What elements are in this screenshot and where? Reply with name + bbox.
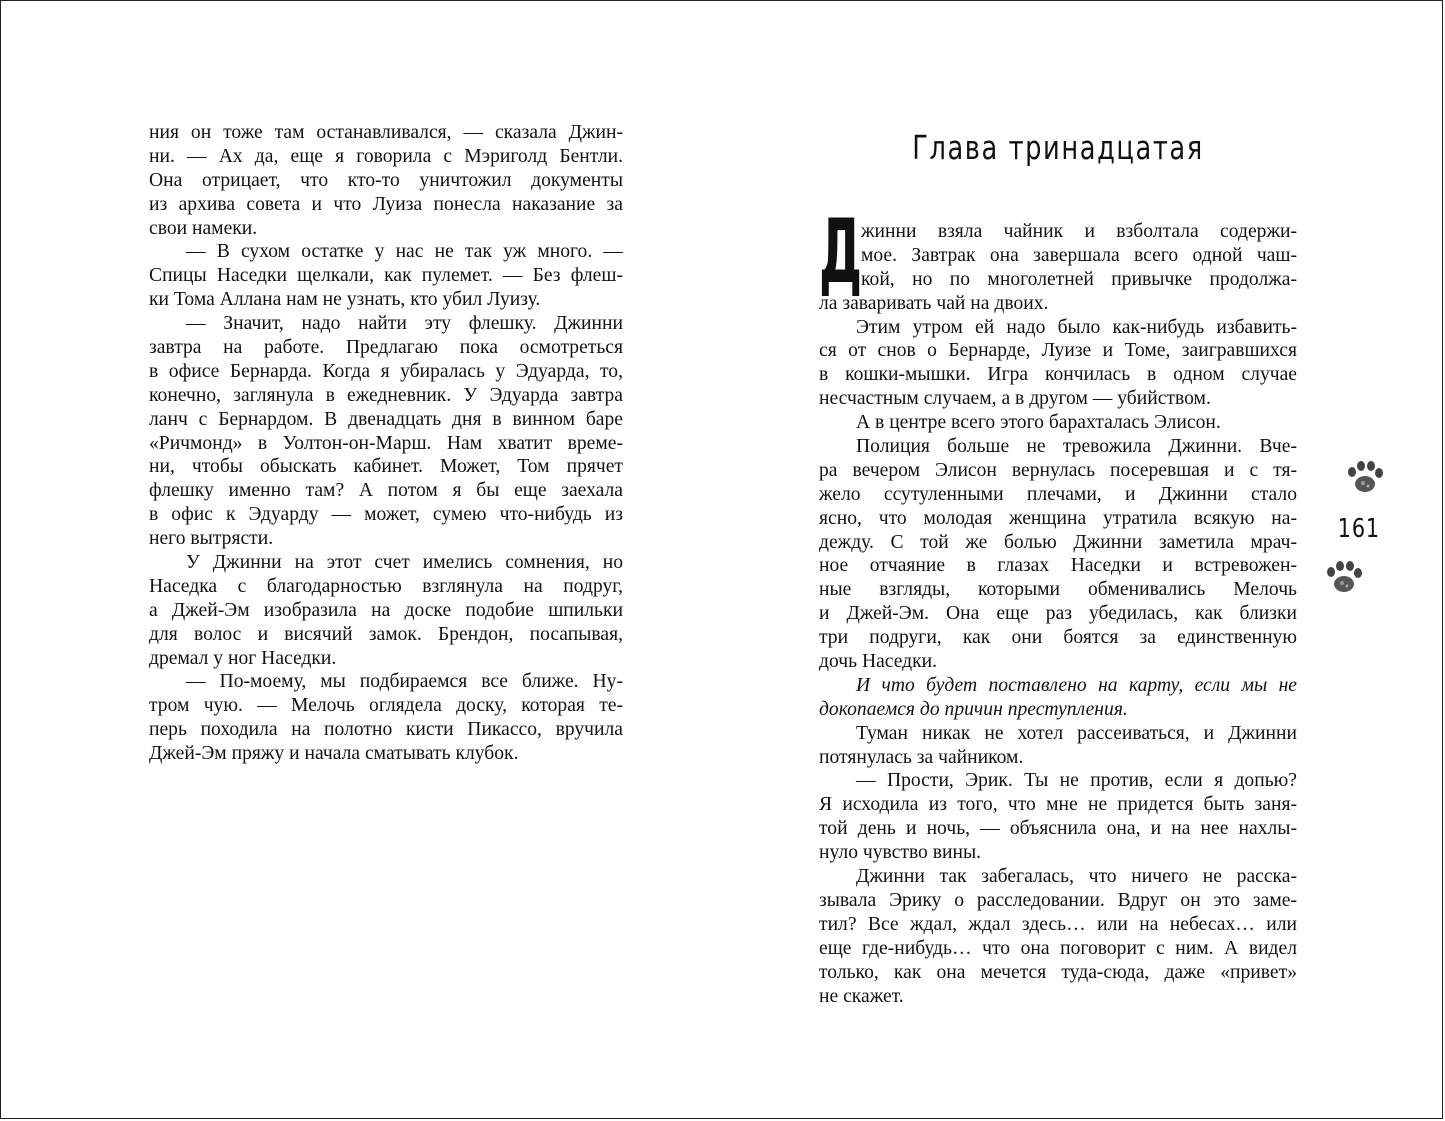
text-line: ные взгляды, которыми обменивались Мелочь [819, 579, 1297, 601]
text-line: не скажет. [819, 985, 904, 1007]
text-line: а Джей-Эм изобразила на доске подобие шпильки [149, 599, 623, 621]
text-line: дочь Наседки. [819, 651, 938, 673]
text-line: ланч с Бернардом. В двенадцать дня в винном баре [149, 408, 623, 430]
text-line: — По-моему, мы подбираемся все ближе. Ну- [186, 671, 623, 693]
text-line: А в центре всего этого барахталась Элисон. [856, 412, 1221, 434]
text-line: несчастным случаем, а в другом — убийством. [819, 388, 1211, 410]
text-line: Спицы Наседки щелкали, как пулемет. — Без флеш- [149, 265, 623, 287]
text-line: жело ссутуленными плечами, и Джинни стало [819, 483, 1297, 505]
text-line: перь походила на полотно кисти Пикассо, вручила [149, 719, 623, 741]
text-line: Наседка с благодарностью взглянула на подруг, [149, 575, 623, 597]
text-line: «Ричмонд» в Уолтон-он-Марш. Нам хватит време- [149, 432, 623, 454]
text-line: ния он тоже там останавливался, — сказала Джин- [149, 122, 623, 143]
text-line: дремал у ног Наседки. [149, 647, 337, 669]
drop-cap: Д [819, 200, 863, 303]
text-line: конечно, заглянула в ежедневник. У Эдуарда завтра [149, 384, 623, 406]
text-line: потянулась за чайником. [819, 746, 1024, 768]
paw-print-icon [1322, 558, 1366, 598]
text-line: нуло чувство вины. [819, 842, 982, 864]
text-line: тил? Все ждал, ждал здесь… или на небесах… или [819, 913, 1297, 935]
text-line: только, как она мечется туда-сюда, даже «привет» [819, 961, 1297, 983]
text-line: Она отрицает, что кто-то уничтожил документы [149, 169, 623, 191]
text-line: ни, чтобы обыскать кабинет. Может, Том прячет [149, 456, 623, 478]
text-line: Джинни так забегалась, что ничего не расска- [856, 866, 1297, 888]
text-line: той день и ночь, — объяснила она, и на нее нахлы- [819, 818, 1297, 840]
text-line: три подруги, как они боятся за единственную [819, 627, 1297, 649]
text-line: ное отчаяние в глазах Наседки и встревожен- [819, 555, 1297, 577]
text-line: Я исходила из того, что мне не придется быть заня- [819, 794, 1297, 816]
left-page-text [149, 121, 623, 766]
text-line: дежду. С той же болью Джинни заметила мрач- [819, 531, 1297, 553]
text-line: еще где-нибудь… что она поговорит с ним. А видел [819, 937, 1297, 959]
text-line: ла заваривать чай на двоих. [819, 292, 1049, 314]
text-line: Этим утром ей надо было как-нибудь избавить- [856, 316, 1297, 338]
right-page-text [819, 220, 1297, 1008]
text-line: ки Тома Аллана нам не узнать, кто убил Луизу. [149, 289, 541, 311]
text-line: флешку именно там? А потом я бы еще заехала [149, 480, 623, 502]
text-line: ни. — Ах да, еще я говорила с Мэриголд Бентли. [149, 145, 623, 167]
text-line: жинни взяла чайник и взболтала содержи- [861, 221, 1297, 242]
text-line: докопаемся до причин преступления. [819, 698, 1128, 720]
text-line: мое. Завтрак она завершала всего одной чаш- [861, 244, 1297, 266]
text-line: свои намеки. [149, 217, 258, 239]
text-line: Джей-Эм пряжу и начала сматывать клубок. [149, 743, 519, 765]
text-line: кой, но по многолетней привычке продолжа- [861, 268, 1297, 290]
text-line: Туман никак не хотел рассеиваться, и Джинни [856, 722, 1297, 744]
text-line: зывала Эрику о расследовании. Вдруг он это заме- [819, 889, 1297, 911]
text-line: У Джинни на этот счет имелись сомнения, но [186, 552, 623, 574]
paw-print-icon [1343, 458, 1387, 498]
text-line: ясно, что молодая женщина утратила всякую на- [819, 507, 1297, 529]
text-line: в офис к Эдуарду — может, сумею что-нибудь из [149, 504, 623, 526]
text-line: в офисе Бернарда. Когда я убиралась у Эдуарда, то, [149, 360, 623, 382]
text-line: и Джей-Эм. Она еще раз убедилась, как близки [819, 603, 1297, 625]
text-line: — Значит, надо найти эту флешку. Джинни [186, 313, 623, 335]
text-line: ся от снов о Бернарде, Луизе и Томе, заигравшихся [819, 340, 1297, 362]
text-line: тром чую. — Мелочь оглядела доску, которая те- [149, 695, 623, 717]
text-line: ра вечером Элисон вернулась посеревшая и с тя- [819, 459, 1297, 481]
chapter-title: Глава тринадцатая [912, 128, 1204, 167]
text-line: — В сухом остатке у нас не так уж много. — [186, 241, 623, 263]
text-line: из архива совета и что Луиза понесла наказание за [149, 193, 623, 215]
text-line: И что будет поставлено на карту, если мы не [856, 674, 1297, 696]
text-line: в кошки-мышки. Игра кончилась в одном случае [819, 364, 1297, 386]
text-line: Полиция больше не тревожила Джинни. Вче- [856, 436, 1297, 458]
text-line: для волос и висячий замок. Брендон, посапывая, [149, 623, 623, 645]
page-number: 161 [1337, 514, 1380, 544]
text-line: — Прости, Эрик. Ты не против, если я допью? [856, 770, 1297, 792]
text-line: завтра на работе. Предлагаю пока осмотреться [149, 337, 623, 359]
text-line: него вытрясти. [149, 528, 274, 550]
